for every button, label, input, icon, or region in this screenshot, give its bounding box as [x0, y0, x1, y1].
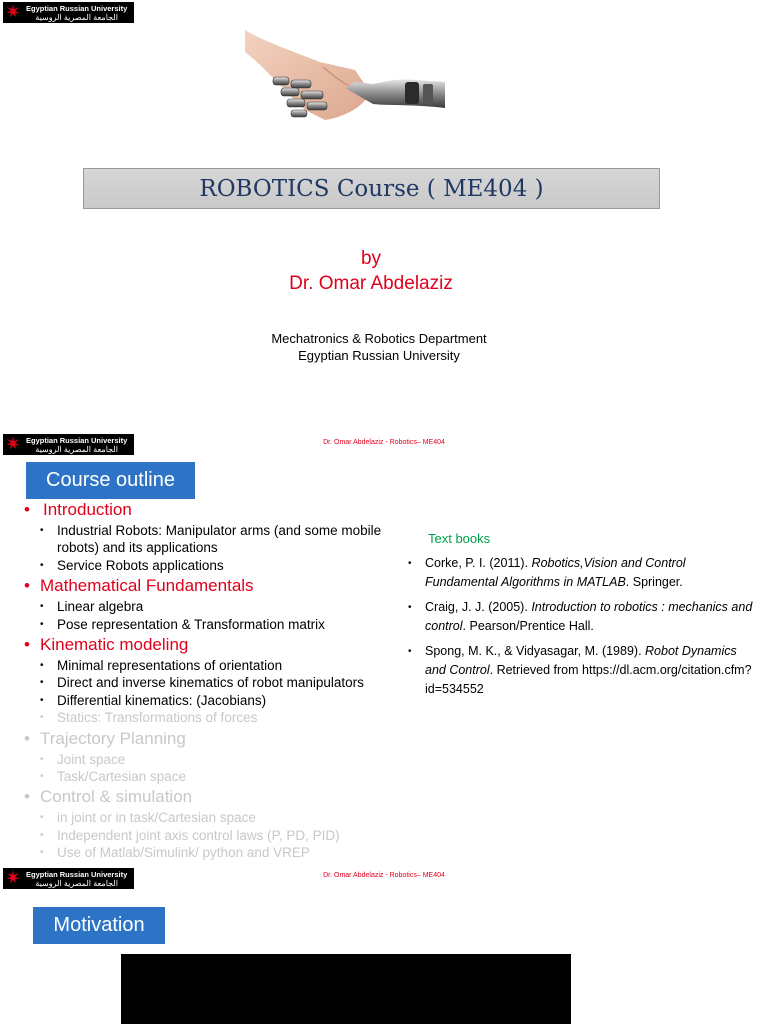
- motivation-video-frame[interactable]: [121, 954, 571, 1024]
- outline-topic: • Mathematical Fundamentals: [24, 576, 404, 596]
- outline-subtopic: • Minimal representations of orientation: [24, 657, 404, 674]
- textbook-references: [408, 554, 758, 705]
- logo-english-name: Egyptian Russian University: [26, 3, 128, 13]
- reference-title: Introduction to robotics : mechanics and control: [425, 600, 753, 633]
- outline-subtopic: • in joint or in task/Cartesian space: [24, 809, 404, 826]
- outline-subtopic: • Direct and inverse kinematics of robot manipulators: [24, 674, 404, 691]
- textbook-reference: [408, 598, 758, 636]
- reference-authors: Spong, M. K., & Vidyasagar, M. (1989).: [425, 644, 642, 658]
- textbook-reference: [408, 642, 758, 699]
- logo-arabic-name: الجامعة المصرية الروسية: [35, 878, 118, 888]
- author-name: Dr. Omar Abdelaziz: [289, 273, 453, 294]
- university-name: Egyptian Russian University: [298, 348, 460, 363]
- logo-arabic-name: الجامعة المصرية الروسية: [35, 444, 118, 454]
- outline-subtopic: • Differential kinematics: (Jacobians): [24, 692, 404, 709]
- course-title: ROBOTICS Course ( ME404 ): [199, 175, 544, 202]
- logo-english-name: Egyptian Russian University: [26, 435, 128, 445]
- outline-subtopic: • Linear algebra: [24, 598, 404, 615]
- outline-topic: • Trajectory Planning: [24, 729, 404, 749]
- reference-publisher: . Retrieved from https://dl.acm.org/citation.cfm?id=534552: [425, 663, 752, 696]
- course-outline-list: [24, 500, 404, 862]
- reference-publisher: . Pearson/Prentice Hall.: [462, 619, 594, 633]
- slide-footer-credit: Dr. Omar Abdelaziz - Robotics– ME404: [323, 872, 445, 879]
- reference-authors: Craig, J. J. (2005).: [425, 600, 528, 614]
- eru-emblem-icon: [3, 2, 23, 23]
- course-title-banner: [83, 168, 660, 209]
- human-robot-handshake-image: [245, 22, 445, 134]
- slide-footer-credit: Dr. Omar Abdelaziz - Robotics– ME404: [323, 439, 445, 446]
- outline-subtopic: • Use of Matlab/Simulink/ python and VREP: [24, 844, 404, 861]
- outline-topic: • Control & simulation: [24, 787, 404, 807]
- outline-topic: • Introduction: [24, 500, 404, 520]
- logo-english-name: Egyptian Russian University: [26, 869, 128, 879]
- department-name: Mechatronics & Robotics Department: [271, 331, 487, 346]
- textbooks-label: Text books: [428, 531, 491, 546]
- reference-title: Robot Dynamics and Control: [425, 644, 737, 677]
- logo-arabic-name: الجامعة المصرية الروسية: [35, 12, 118, 22]
- outline-topic: • Kinematic modeling: [24, 635, 404, 655]
- outline-subtopic: • Industrial Robots: Manipulator arms (and some mobile robots) and its applications: [24, 522, 404, 557]
- textbook-reference: [408, 554, 758, 592]
- outline-subtopic: • Pose representation & Transformation matrix: [24, 616, 404, 633]
- motivation-heading: Motivation: [33, 907, 165, 944]
- reference-authors: Corke, P. I. (2011).: [425, 556, 529, 570]
- reference-title: Robotics,Vision and Control Fundamental Algorithms in MATLAB: [425, 556, 686, 589]
- outline-subtopic: • Task/Cartesian space: [24, 768, 404, 785]
- outline-subtopic: • Service Robots applications: [24, 557, 404, 574]
- outline-subtopic: • Joint space: [24, 751, 404, 768]
- course-outline-heading: Course outline: [26, 462, 195, 499]
- outline-subtopic: • Statics: Transformations of forces: [24, 709, 404, 726]
- by-label: by: [360, 248, 382, 269]
- reference-publisher: . Springer.: [625, 575, 683, 589]
- outline-subtopic: • Independent joint axis control laws (P, PD, PID): [24, 827, 404, 844]
- university-logo: [3, 2, 134, 23]
